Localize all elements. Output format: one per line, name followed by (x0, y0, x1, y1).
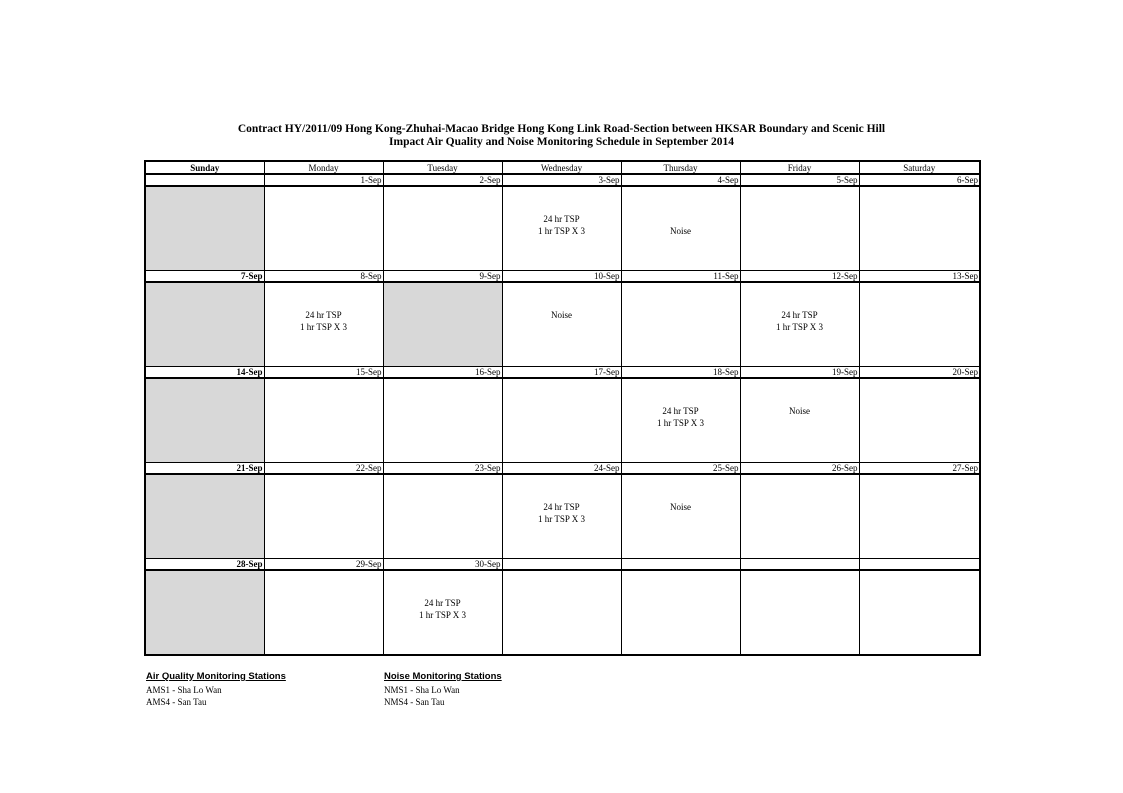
date-label: 5-Sep (740, 174, 859, 186)
day-cell (859, 186, 980, 271)
schedule-entry: Noise (670, 502, 691, 512)
page-title (0, 123, 1123, 149)
day-cell (264, 282, 383, 367)
title-line-2: Impact Air Quality and Noise Monitoring Schedule in September 2014 (389, 136, 734, 148)
day-cell (383, 186, 502, 271)
date-label: 7-Sep (145, 271, 264, 283)
day-cell (740, 378, 859, 463)
day-cell (621, 474, 740, 559)
day-header-tuesday: Tuesday (383, 161, 502, 174)
schedule-entry: 1 hr TSP X 3 (299, 322, 347, 332)
day-cell (264, 378, 383, 463)
day-header-saturday: Saturday (859, 161, 980, 174)
day-cell (859, 378, 980, 463)
date-label: 25-Sep (621, 463, 740, 475)
calendar-table (144, 160, 981, 656)
date-label: 27-Sep (859, 463, 980, 475)
date-label (502, 559, 621, 571)
schedule-entry: 24 hr TSP (662, 406, 699, 416)
schedule-entry (622, 213, 740, 225)
date-label: 24-Sep (502, 463, 621, 475)
day-cell (621, 570, 740, 655)
date-label: 18-Sep (621, 367, 740, 379)
date-label: 15-Sep (264, 367, 383, 379)
schedule-entry: 24 hr TSP (424, 598, 461, 608)
noise-legend (384, 671, 502, 708)
day-cell (859, 282, 980, 367)
date-label: 14-Sep (145, 367, 264, 379)
title-line-1: Contract HY/2011/09 Hong Kong-Zhuhai-Macao Bridge Hong Kong Link Road-Section between HKSAR Boundary and Scenic Hill (237, 123, 886, 135)
air-station-2: AMS4 - San Tau (146, 697, 207, 707)
day-cell (740, 186, 859, 271)
noise-station-2: NMS4 - San Tau (384, 697, 445, 707)
day-cell (740, 474, 859, 559)
date-label: 23-Sep (383, 463, 502, 475)
day-cell (264, 186, 383, 271)
day-cell (621, 378, 740, 463)
day-cell (502, 474, 621, 559)
date-label: 9-Sep (383, 271, 502, 283)
day-cell (383, 282, 502, 367)
noise-legend-heading: Noise Monitoring Stations (384, 671, 502, 682)
date-label: 29-Sep (264, 559, 383, 571)
schedule-entry: 24 hr TSP (543, 502, 580, 512)
schedule-entry: Noise (789, 406, 810, 416)
schedule-entry: 1 hr TSP X 3 (537, 226, 585, 236)
schedule-entry: Noise (670, 226, 691, 236)
date-label: 4-Sep (621, 174, 740, 186)
day-header-wednesday: Wednesday (502, 161, 621, 174)
air-station-1: AMS1 - Sha Lo Wan (146, 685, 222, 695)
date-label: 17-Sep (502, 367, 621, 379)
day-cell (383, 378, 502, 463)
day-cell (145, 378, 264, 463)
date-label: 19-Sep (740, 367, 859, 379)
schedule-entry: 24 hr TSP (781, 310, 818, 320)
schedule-entry: Noise (551, 310, 572, 320)
day-cell (264, 474, 383, 559)
date-label (859, 559, 980, 571)
date-label: 11-Sep (621, 271, 740, 283)
air-quality-legend (146, 671, 286, 708)
date-label: 3-Sep (502, 174, 621, 186)
date-label: 30-Sep (383, 559, 502, 571)
day-cell (502, 378, 621, 463)
day-cell (859, 570, 980, 655)
date-label: 21-Sep (145, 463, 264, 475)
day-cell (740, 570, 859, 655)
day-cell (502, 570, 621, 655)
day-cell (145, 474, 264, 559)
noise-station-1: NMS1 - Sha Lo Wan (384, 685, 460, 695)
day-header-thursday: Thursday (621, 161, 740, 174)
day-cell (502, 282, 621, 367)
date-label (740, 559, 859, 571)
date-label: 22-Sep (264, 463, 383, 475)
date-label: 1-Sep (264, 174, 383, 186)
air-quality-legend-heading: Air Quality Monitoring Stations (146, 671, 286, 682)
date-label: 26-Sep (740, 463, 859, 475)
day-cell (621, 186, 740, 271)
day-cell (383, 474, 502, 559)
schedule-entry: 1 hr TSP X 3 (775, 322, 823, 332)
day-header-friday: Friday (740, 161, 859, 174)
date-label: 20-Sep (859, 367, 980, 379)
date-label: 10-Sep (502, 271, 621, 283)
date-label: 13-Sep (859, 271, 980, 283)
schedule-entry: 1 hr TSP X 3 (418, 610, 466, 620)
day-cell (621, 282, 740, 367)
day-header-sunday: Sunday (145, 161, 264, 174)
date-label: 2-Sep (383, 174, 502, 186)
schedule-entry: 24 hr TSP (543, 214, 580, 224)
schedule-entry: 1 hr TSP X 3 (656, 418, 704, 428)
date-label: 28-Sep (145, 559, 264, 571)
schedule-entry: 24 hr TSP (305, 310, 342, 320)
date-label (621, 559, 740, 571)
day-cell (145, 570, 264, 655)
date-label: 16-Sep (383, 367, 502, 379)
day-header-monday: Monday (264, 161, 383, 174)
date-label: 6-Sep (859, 174, 980, 186)
day-cell (740, 282, 859, 367)
day-cell (502, 186, 621, 271)
date-label: 12-Sep (740, 271, 859, 283)
day-cell (264, 570, 383, 655)
day-cell (859, 474, 980, 559)
day-cell (145, 282, 264, 367)
schedule-entry: 1 hr TSP X 3 (537, 514, 585, 524)
day-cell (145, 186, 264, 271)
date-label: 8-Sep (264, 271, 383, 283)
day-cell (383, 570, 502, 655)
date-label (145, 174, 264, 186)
